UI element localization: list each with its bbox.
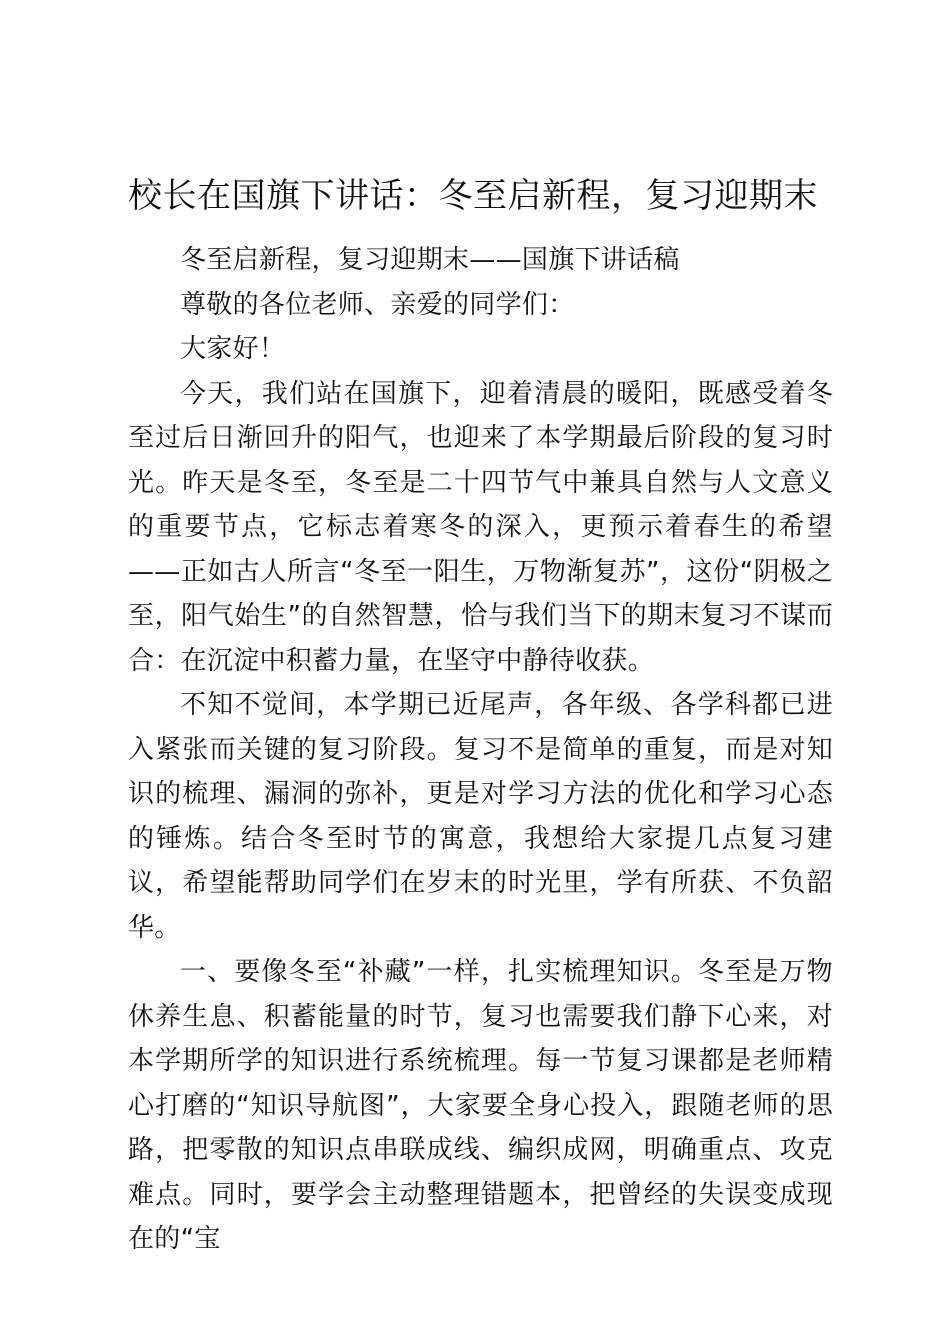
- body-paragraph: 不知不觉间，本学期已近尾声，各年级、各学科都已进入紧张而关键的复习阶段。复习不是简单的重复，而是对知识的梳理、漏洞的弥补，更是对学习方法的优化和学习心态的锤炼。结合冬至时节的寓意，我想给大家提几点复习建议，希望能帮助同学们在岁末的时光里，学有所获、不负韶华。: [128, 690, 833, 943]
- body-paragraph: 一、要像冬至“补藏”一样，扎实梳理知识。冬至是万物休养生息、积蓄能量的时节，复习也需要我们静下心来，对本学期所学的知识进行系统梳理。每一节复习课都是老师精心打磨的“知识导航图”，大家要全身心投入，跟随老师的思路，把零散的知识点串联成线、编织成网，明确重点、攻克难点。同时，要学会主动整理错题本，把曾经的失误变成现在的“宝: [128, 957, 833, 1254]
- document-page: [128, 168, 833, 1262]
- body-paragraph: 今天，我们站在国旗下，迎着清晨的暖阳，既感受着冬至过后日渐回升的阳气，也迎来了本学期最后阶段的复习时光。昨天是冬至，冬至是二十四节气中兼具自然与人文意义的重要节点，它标志着寒冬的深入，更预示着春生的希望——正如古人所言“冬至一阳生，万物渐复苏”，这份“阴极之至，阳气始生”的自然智慧，恰与我们当下的期末复习不谋而合：在沉淀中积蓄力量，在坚守中静待收获。: [128, 378, 833, 676]
- subtitle-paragraph: 冬至启新程，复习迎期末——国旗下讲话稿: [180, 245, 680, 275]
- salutation-paragraph: 尊敬的各位老师、亲爱的同学们：: [180, 289, 575, 320]
- greeting-paragraph: 大家好！: [180, 334, 286, 364]
- document-title: 校长在国旗下讲话：冬至启新程，复习迎期末: [128, 176, 818, 216]
